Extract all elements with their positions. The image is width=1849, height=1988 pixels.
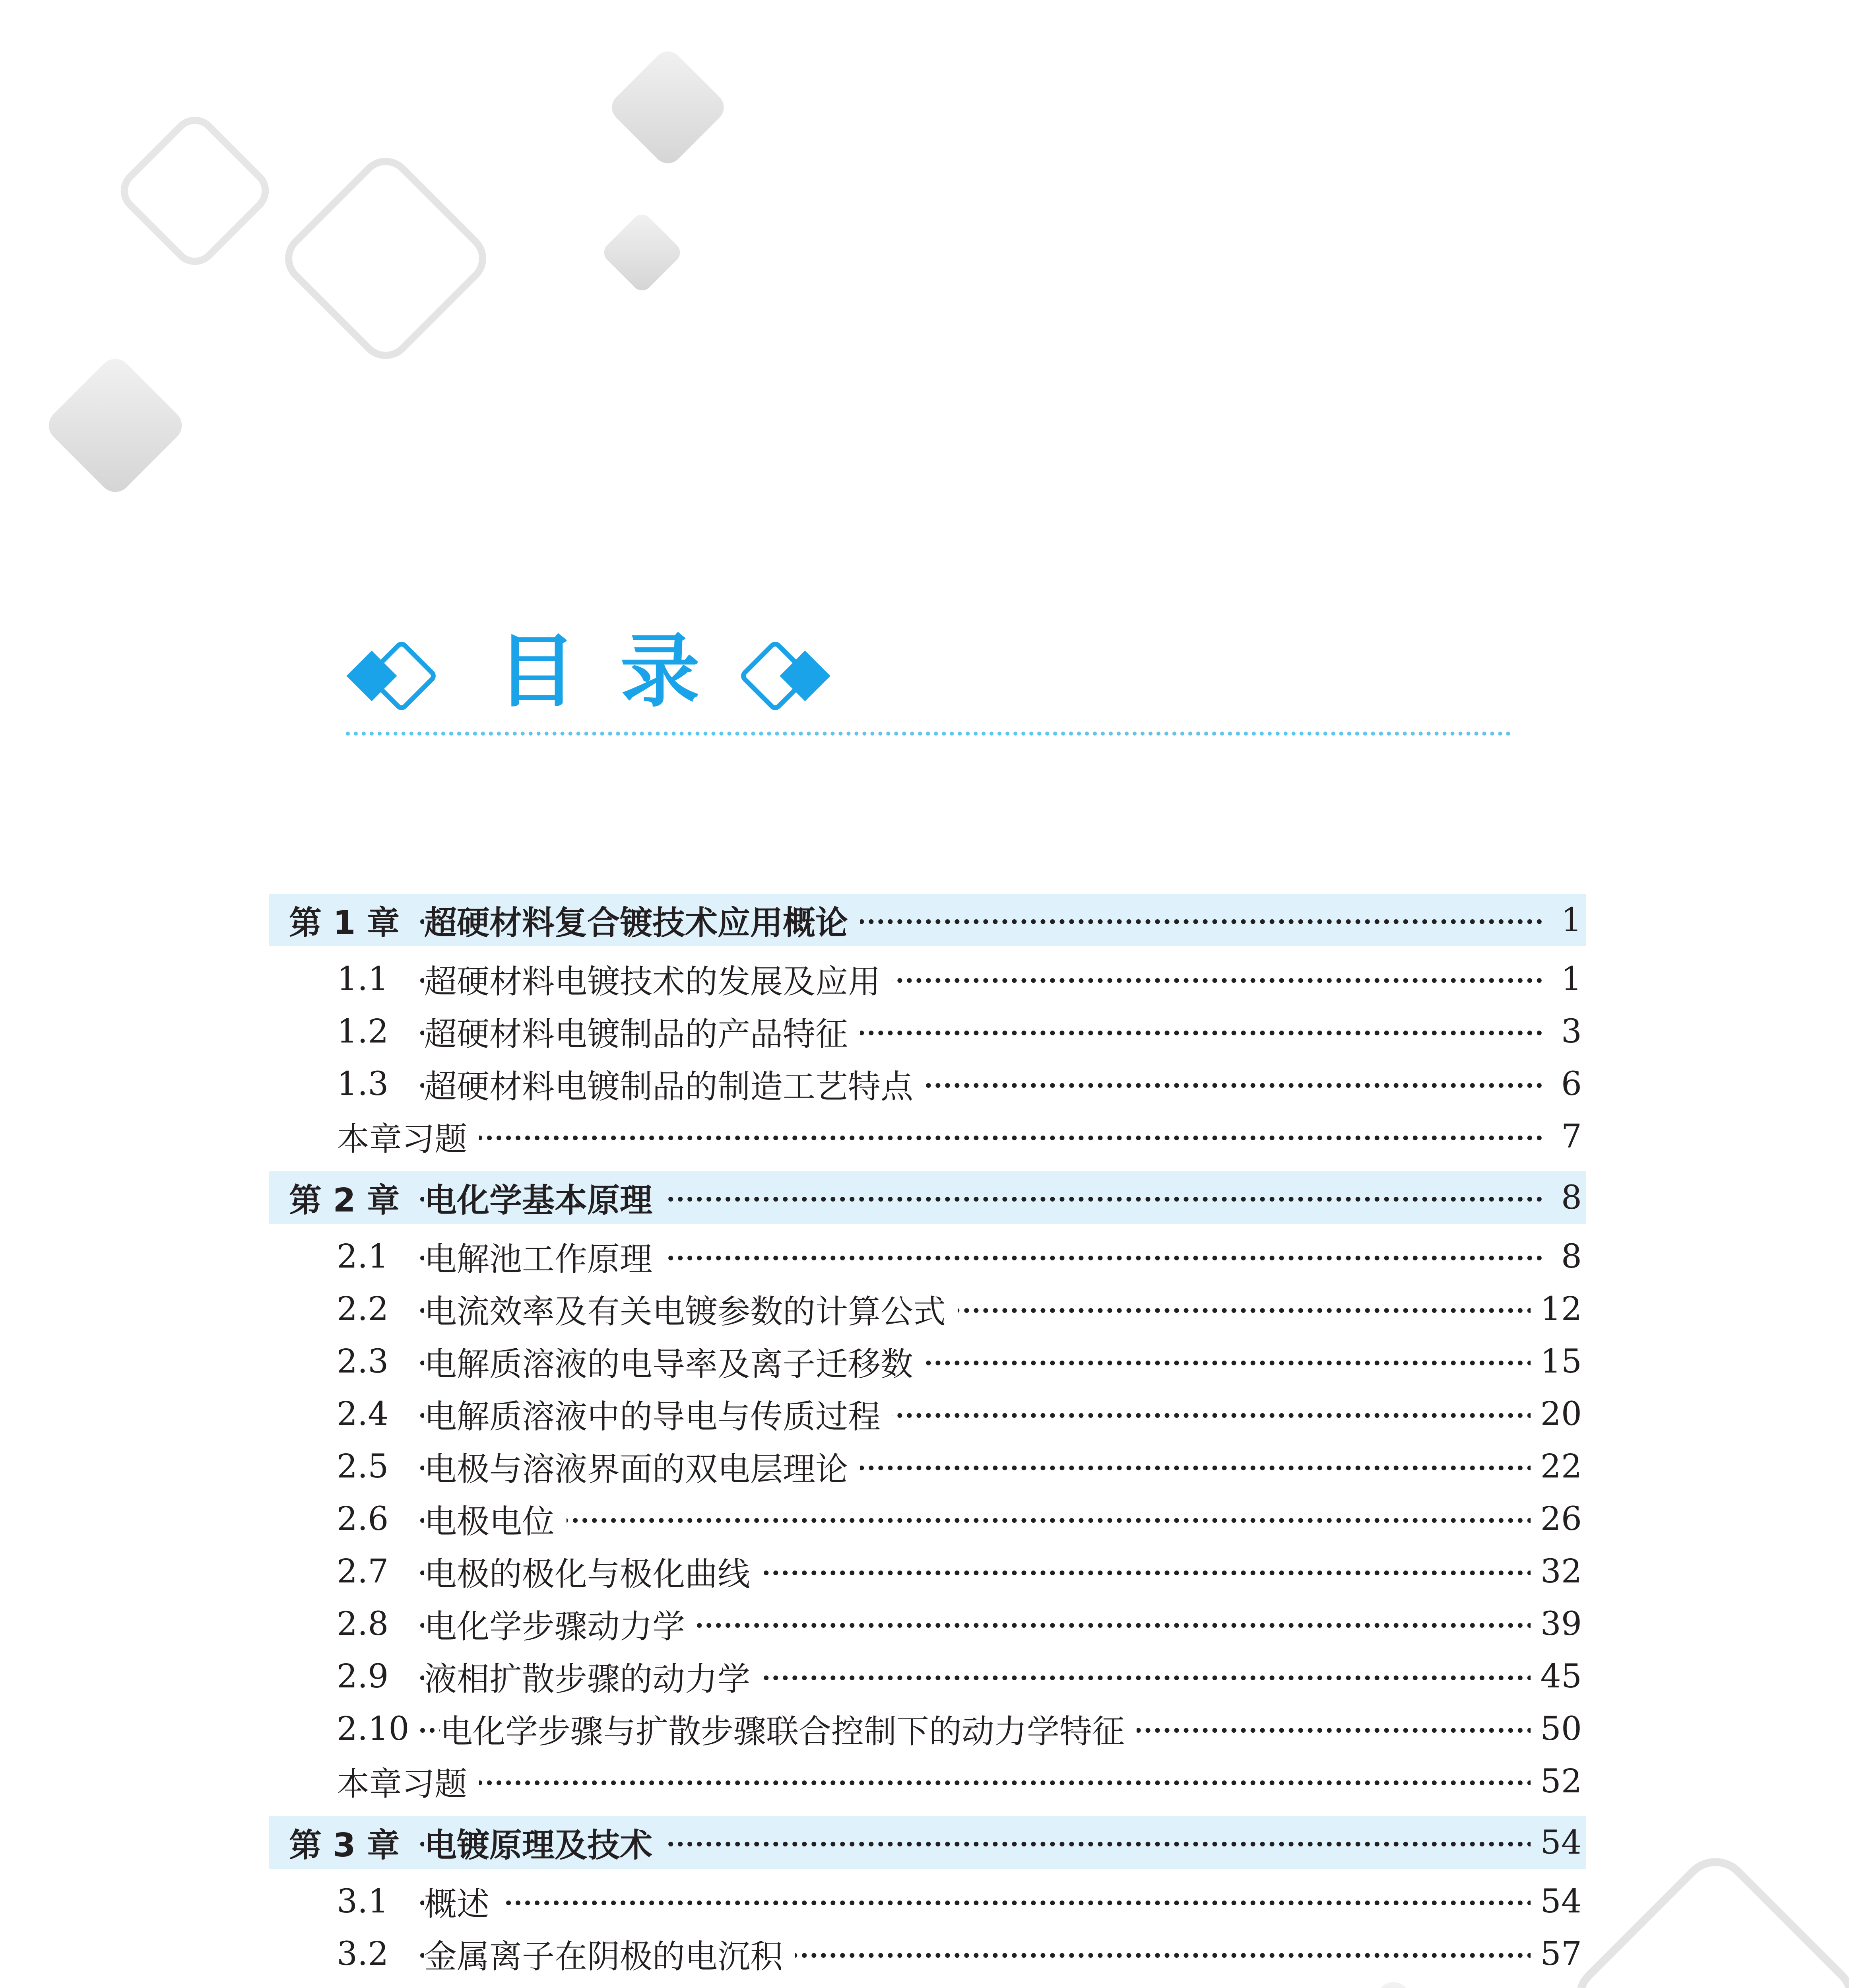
toc-section-row[interactable]	[269, 1493, 1586, 1545]
left-diamond-icon	[346, 636, 449, 716]
toc-entry-number: 2.8	[337, 1605, 389, 1643]
filled-diamond-shape	[606, 45, 730, 169]
toc-entry-number: 3.2	[337, 1935, 389, 1973]
outline-diamond-shape	[1566, 1849, 1849, 1988]
toc-entry-title: 电化学基本原理	[424, 1175, 664, 1221]
toc-exercise-row[interactable]	[269, 1110, 1586, 1163]
toc-entry-number: 2.7	[337, 1552, 389, 1590]
toc-entry-number: 2.3	[337, 1342, 389, 1380]
toc-chapter-row[interactable]	[269, 1171, 1586, 1224]
toc-entry-number: 2.1	[337, 1237, 389, 1276]
toc-entry-title: 液相扩散步骤的动力学	[424, 1653, 762, 1700]
toc-page-number: 1	[1551, 960, 1582, 998]
toc-entry-number: 第 2 章	[289, 1181, 400, 1219]
title-divider	[346, 732, 1511, 736]
toc-entry-title: 电解池工作原理	[424, 1233, 664, 1280]
toc-entry-title: 金属离子在阴极的电沉积	[424, 1931, 795, 1977]
toc-entry-number: 2.4	[337, 1395, 389, 1433]
toc-chapter-row[interactable]	[269, 1816, 1586, 1869]
right-diamond-icon	[728, 636, 831, 716]
toc-page-number: 54	[1531, 1824, 1582, 1862]
outline-diamond-shape	[116, 112, 274, 270]
toc-section-row[interactable]	[269, 1440, 1586, 1493]
toc-entry-number: 第 3 章	[289, 1826, 400, 1864]
toc-entry-number: 第 1 章	[289, 904, 400, 942]
toc-page-number: 39	[1531, 1605, 1582, 1643]
dot-leader	[420, 1780, 1542, 1785]
table-of-contents	[269, 894, 1586, 1988]
toc-entry-title	[424, 1983, 599, 1988]
toc-entry-title: 概述	[424, 1878, 501, 1925]
toc-section-row[interactable]	[269, 1230, 1586, 1283]
toc-section-row[interactable]	[269, 1703, 1586, 1755]
filled-diamond-shape	[600, 210, 684, 295]
toc-entry-title: 电化学步骤与扩散步骤联合控制下的动力学特征	[440, 1706, 1137, 1752]
toc-entry-number: 2.9	[337, 1657, 389, 1695]
toc-chapter-row[interactable]	[269, 894, 1586, 946]
toc-section-row[interactable]	[269, 1545, 1586, 1598]
toc-entry-number: 3.1	[337, 1882, 389, 1920]
title-char-1: 目	[497, 625, 577, 718]
toc-page-number: 7	[1551, 1118, 1582, 1155]
toc-page-number: 8	[1551, 1238, 1582, 1276]
toc-page-number: 8	[1551, 1179, 1582, 1217]
toc-exercise-row[interactable]	[269, 1755, 1586, 1807]
dot-leader	[420, 1518, 1542, 1523]
toc-entry-title: 电极与溶液界面的双电层理论	[424, 1443, 860, 1490]
toc-entry-title: 电极电位	[424, 1496, 567, 1542]
toc-entry-title: 超硬材料电镀制品的产品特征	[424, 1008, 860, 1055]
toc-section-row[interactable]	[269, 953, 1586, 1005]
toc-entry-title: 电解质溶液中的导电与传质过程	[424, 1391, 892, 1437]
outline-diamond-shape	[279, 151, 492, 365]
toc-entry-title: 本章习题	[337, 1758, 479, 1805]
toc-entry-number: 2.10	[337, 1710, 409, 1748]
toc-page-number: 20	[1531, 1395, 1582, 1433]
toc-section-row[interactable]	[269, 1388, 1586, 1440]
filled-diamond-shape	[42, 352, 188, 499]
toc-page-number: 52	[1531, 1763, 1582, 1800]
toc-entry-title: 本章习题	[337, 1113, 479, 1160]
toc-section-row[interactable]	[269, 1928, 1586, 1980]
toc-page-number: 45	[1531, 1658, 1582, 1695]
toc-page-number: 32	[1531, 1553, 1582, 1590]
toc-page-number: 6	[1551, 1065, 1582, 1103]
toc-page-number: 54	[1531, 1883, 1582, 1920]
toc-entry-title: 超硬材料复合镀技术应用概论	[424, 897, 860, 944]
toc-section-row[interactable]	[269, 1875, 1586, 1928]
title-char-2: 录	[620, 625, 700, 718]
toc-entry-title: 电镀原理及技术	[424, 1819, 664, 1866]
dot-leader	[420, 1901, 1542, 1905]
toc-page-number: 12	[1531, 1290, 1582, 1328]
toc-entry-number: 2.2	[337, 1290, 389, 1328]
toc-section-row[interactable]	[269, 1598, 1586, 1650]
toc-entry-title: 电流效率及有关电镀参数的计算公式	[424, 1286, 958, 1332]
toc-entry-number: 2.6	[337, 1500, 389, 1538]
toc-page-number: 15	[1531, 1343, 1582, 1380]
toc-entry-title: 电化学步骤动力学	[424, 1601, 697, 1647]
toc-page-number: 22	[1531, 1448, 1582, 1485]
toc-entry-title: 电解质溶液的电导率及离子迁移数	[424, 1338, 925, 1385]
toc-entry-number: 1.2	[337, 1012, 389, 1050]
toc-page-number: 3	[1551, 1013, 1582, 1050]
toc-section-row[interactable]	[269, 1283, 1586, 1335]
toc-page-number: 57	[1531, 1935, 1582, 1973]
dot-leader	[420, 1136, 1542, 1140]
toc-section-row[interactable]	[269, 1980, 1586, 1988]
toc-section-row[interactable]	[269, 1058, 1586, 1110]
toc-page-number: 26	[1531, 1500, 1582, 1538]
toc-entry-title: 超硬材料电镀制品的制造工艺特点	[424, 1061, 925, 1107]
toc-entry-title: 超硬材料电镀技术的发展及应用	[424, 956, 892, 1002]
toc-entry-title: 电极的极化与极化曲线	[424, 1548, 762, 1595]
toc-entry-number: 1.1	[337, 960, 389, 998]
toc-section-row[interactable]	[269, 1005, 1586, 1058]
toc-page-number: 1	[1551, 901, 1582, 939]
page-title	[346, 620, 843, 724]
toc-entry-number: 1.3	[337, 1065, 389, 1103]
toc-entry-number: 2.5	[337, 1447, 389, 1485]
toc-section-row[interactable]	[269, 1335, 1586, 1388]
toc-page-number: 50	[1531, 1710, 1582, 1748]
toc-section-row[interactable]	[269, 1650, 1586, 1703]
